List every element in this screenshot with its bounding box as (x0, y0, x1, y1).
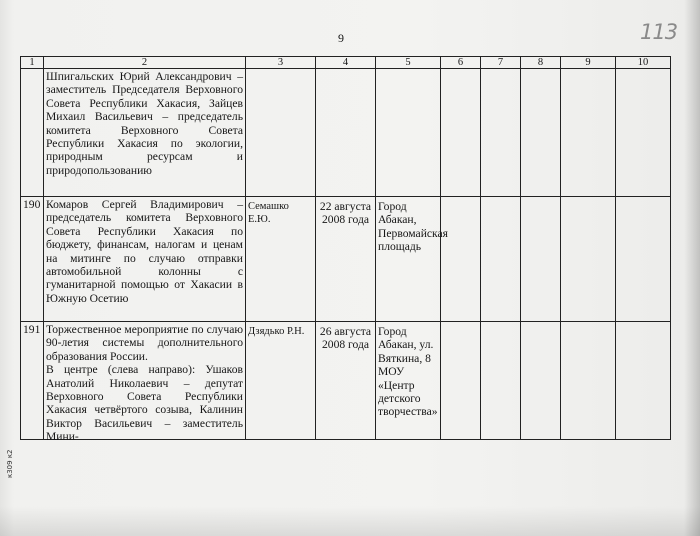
row-place: Город Абакан, ул. Вяткина, 8 МОУ «Центр детского творчества» (376, 322, 441, 440)
handwritten-sheet-number: 113 (640, 20, 678, 44)
row-number: 191 (21, 322, 44, 440)
row-date (316, 69, 376, 197)
empty-cell (441, 69, 481, 197)
row-author (246, 69, 316, 197)
row-place: Город Абакан, Первомайская площадь (376, 197, 441, 322)
empty-cell (561, 69, 616, 197)
scan-edge-shadow (684, 0, 700, 536)
row-number: 190 (21, 197, 44, 322)
row-description: Торжественное мероприятие по случаю 90-летия системы дополнительного образования России. (46, 323, 243, 363)
row-author: Семашко Е.Ю. (246, 197, 316, 322)
page-number: 9 (338, 31, 344, 45)
column-number: 9 (561, 57, 616, 69)
empty-cell (616, 322, 671, 440)
row-description: Комаров Сергей Владимирович – председатель комитета Верховного Совета Республики Хакасия по бюджету, финансам, налогам и ценам на митинге по случаю отправки автомобильной колонны с гуманитарной помощью от Хакасии в Южную Осетию (44, 197, 246, 322)
column-number: 3 (246, 57, 316, 69)
row-number (21, 69, 44, 197)
empty-cell (441, 197, 481, 322)
table-row (21, 322, 671, 440)
row-place (376, 69, 441, 197)
table-row (21, 69, 671, 197)
column-number: 2 (44, 57, 246, 69)
row-author: Дзядько Р.Н. (246, 322, 316, 440)
column-number: 8 (521, 57, 561, 69)
scan-bottom-shadow (0, 506, 700, 536)
column-number: 6 (441, 57, 481, 69)
row-description: Шпигальских Юрий Александрович – заместитель Председателя Верховного Совета Республики Хакасия, Зайцев Михаил Васильевич – председатель комитета Верховного Совета Республики Хакасия по экологии, природным ресурсам и природопользованию (44, 69, 246, 197)
row-description-cell (44, 322, 246, 444)
column-number: 7 (481, 57, 521, 69)
empty-cell (561, 197, 616, 322)
table-row (21, 197, 671, 322)
empty-cell (481, 197, 521, 322)
empty-cell (616, 197, 671, 322)
photo-register-table (20, 56, 671, 444)
row-date: 26 августа 2008 года (316, 322, 376, 440)
archive-stamp: к309 к2 (6, 449, 14, 478)
empty-cell (481, 69, 521, 197)
row-date: 22 августа 2008 года (316, 197, 376, 322)
empty-cell (521, 197, 561, 322)
column-number: 4 (316, 57, 376, 69)
row-description-continued: В центре (слева направо): Ушаков Анатолий Николаевич – депутат Верховного Совета Республики Хакасия четвёртого созыва, Калинин Виктор Васильевич – заместитель Мини- (46, 363, 243, 444)
empty-cell (481, 322, 521, 440)
column-number-row (21, 57, 671, 69)
empty-cell (521, 322, 561, 440)
column-number: 10 (616, 57, 671, 69)
empty-cell (441, 322, 481, 440)
empty-cell (561, 322, 616, 440)
column-number: 1 (21, 57, 44, 69)
empty-cell (521, 69, 561, 197)
column-number: 5 (376, 57, 441, 69)
empty-cell (616, 69, 671, 197)
